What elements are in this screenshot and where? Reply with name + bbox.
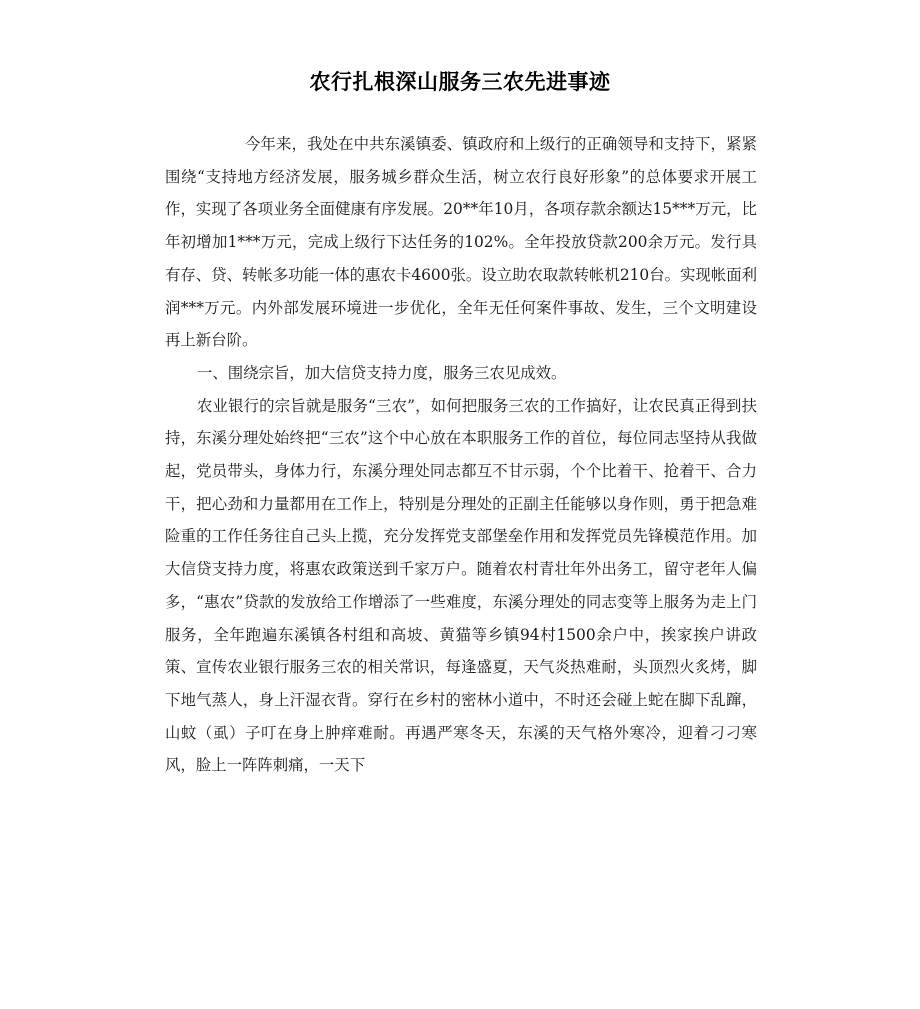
- document-body: [165, 128, 757, 782]
- body-paragraph: 农业银行的宗旨就是服务“三农”，如何把服务三农的工作搞好，让农民真正得到扶持，东溪分理处始终把“三农”这个中心放在本职服务工作的首位，每位同志坚持从我做起，党员带头，身体力行，东溪分理处同志都互不甘示弱，个个比着干、抢着干、合力干，把心劲和力量都用在工作上，特别是分理处的正副主任能够以身作则，勇于把急难险重的工作任务往自己头上揽，充分发挥党支部堡垒作用和发挥党员先锋模范作用。加大信贷支持力度，将惠农政策送到千家万户。随着农村青壮年外出务工，留守老年人偏多，“惠农”贷款的发放给工作增添了一些难度，东溪分理处的同志变等上服务为走上门服务，全年跑遍东溪镇各村组和高坡、黄猫等乡镇94村1500余户中，挨家挨户讲政策、宣传农业银行服务三农的相关常识，每逢盛夏，天气炎热难耐，头顶烈火炙烤，脚下地气蒸人，身上汗湿衣背。穿行在乡村的密林小道中，不时还会碰上蛇在脚下乱蹿，山蚊（虱）子叮在身上肿痒难耐。再遇严寒冬天，东溪的天气格外寒冷，迎着刁刁寒风，脸上一阵阵刺痛，一天下: [165, 396, 757, 775]
- document-title: 农行扎根深山服务三农先进事迹: [309, 70, 611, 94]
- intro-paragraph: 今年来，我处在中共东溪镇委、镇政府和上级行的正确领导和支持下，紧紧围绕“支持地方经济发展，服务城乡群众生活，树立农行良好形象”的总体要求开展工作，实现了各项业务全面健康有序发展。20**年10月，各项存款余额达15***万元，比年初增加1***万元，完成上级行下达任务的102%。全年投放贷款200余万元。发行具有存、贷、转帐多功能一体的惠农卡4600张。设立助农取款转帐机210台。实现帐面利润***万元。内外部发展环境进一步优化，全年无任何案件事故、发生，三个文明建设再上新台阶。: [165, 135, 757, 350]
- section-heading: 一、围绕宗旨，加大信贷支持力度，服务三农见成效。: [197, 363, 567, 382]
